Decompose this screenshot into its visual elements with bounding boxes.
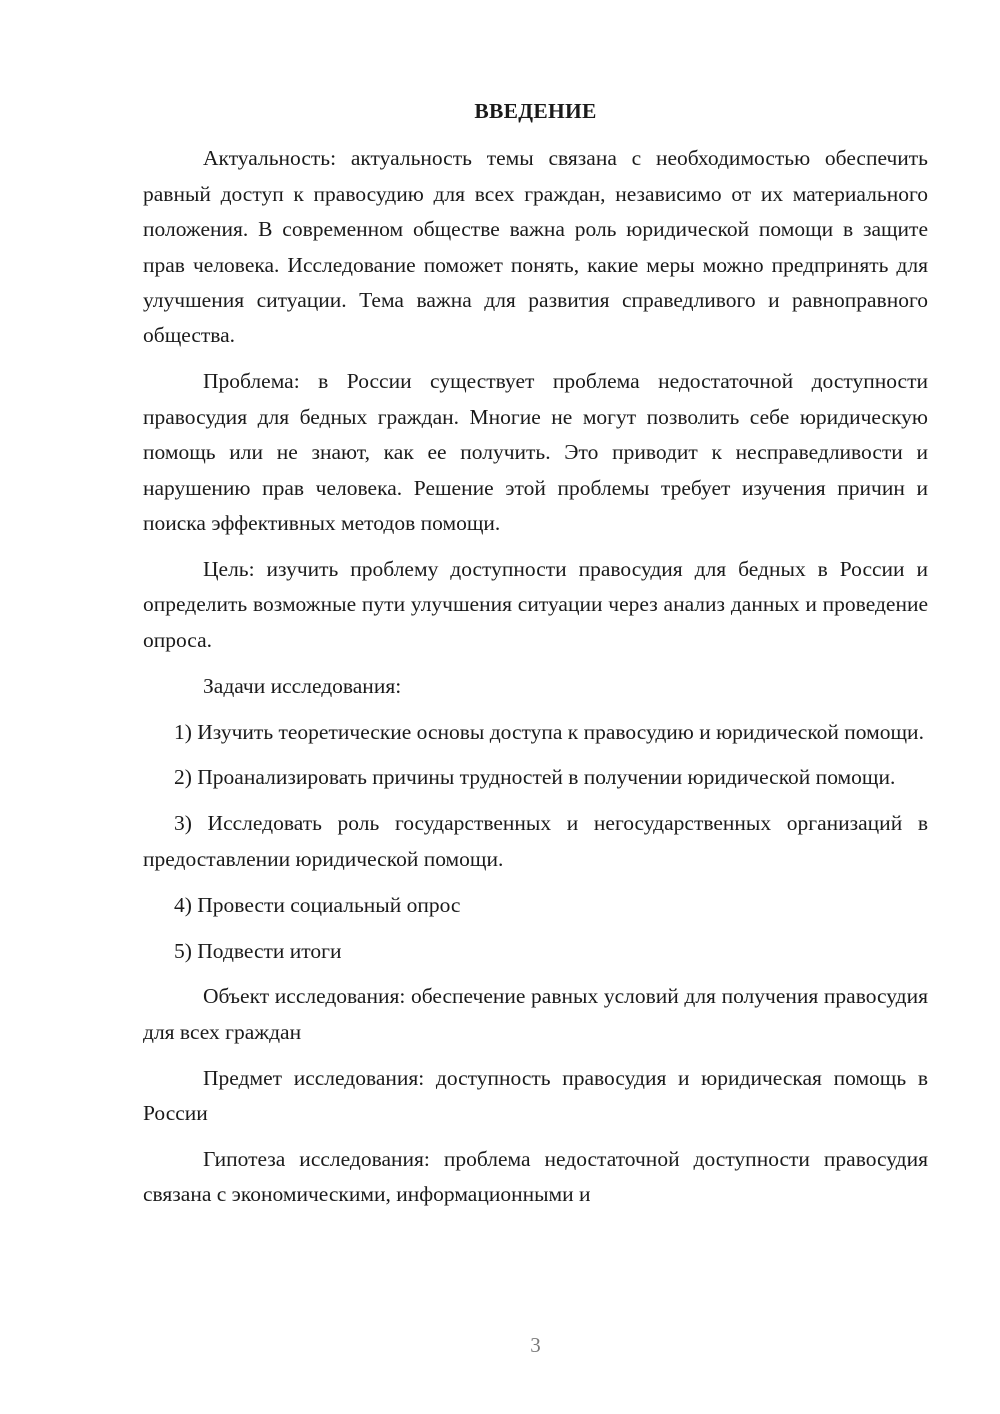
paragraph-subject: Предмет исследования: доступность правосудия и юридическая помощь в России [143,1065,928,1126]
page-number: 3 [530,1333,541,1357]
list-item: 2) Проанализировать причины трудностей в получении юридической помощи. [174,765,896,790]
paragraph-relevance: Актуальность: актуальность темы связана с необходимостью обеспечить равный доступ к правосудию для всех граждан, независимо от их материального положения. В современном обществе важна роль юридической помощи в защите прав человека. Исследование поможет понять, какие меры можно предпринять для улучшения ситуации. Тема важна для развития справедливого и равноправного общества. [143,146,928,348]
list-item: 3) Исследовать роль государственных и негосударственных организаций в предоставлении юридической помощи. [143,811,928,871]
paragraph-goal: Цель: изучить проблему доступности правосудия для бедных в России и определить возможные пути улучшения ситуации через анализ данных и проведение опроса. [143,556,928,652]
tasks-list [143,715,928,969]
list-item: 5) Подвести итоги [174,938,342,963]
paragraph-problem: Проблема: в России существует проблема недостаточной доступности правосудия для бедных граждан. Многие не могут позволить себе юридическую помощь или не знают, как ее получить. Это приводит к несправедливости и нарушению прав человека. Решение этой проблемы требует изучения причин и поиска эффективных методов помощи. [143,369,928,535]
tasks-heading: Задачи исследования: [203,673,402,698]
paragraph-object: Объект исследования: обеспечение равных условий для получения правосудия для всех граждан [143,984,928,1044]
list-item: 1) Изучить теоретические основы доступа к правосудию и юридической помощи. [174,719,924,744]
list-item: 4) Провести социальный опрос [174,892,461,917]
paragraph-hypothesis: Гипотеза исследования: проблема недостаточной доступности правосудия связана с экономическими, информационными и [143,1147,928,1207]
document-body [143,94,928,1223]
section-title: ВВЕДЕНИЕ [474,99,597,123]
